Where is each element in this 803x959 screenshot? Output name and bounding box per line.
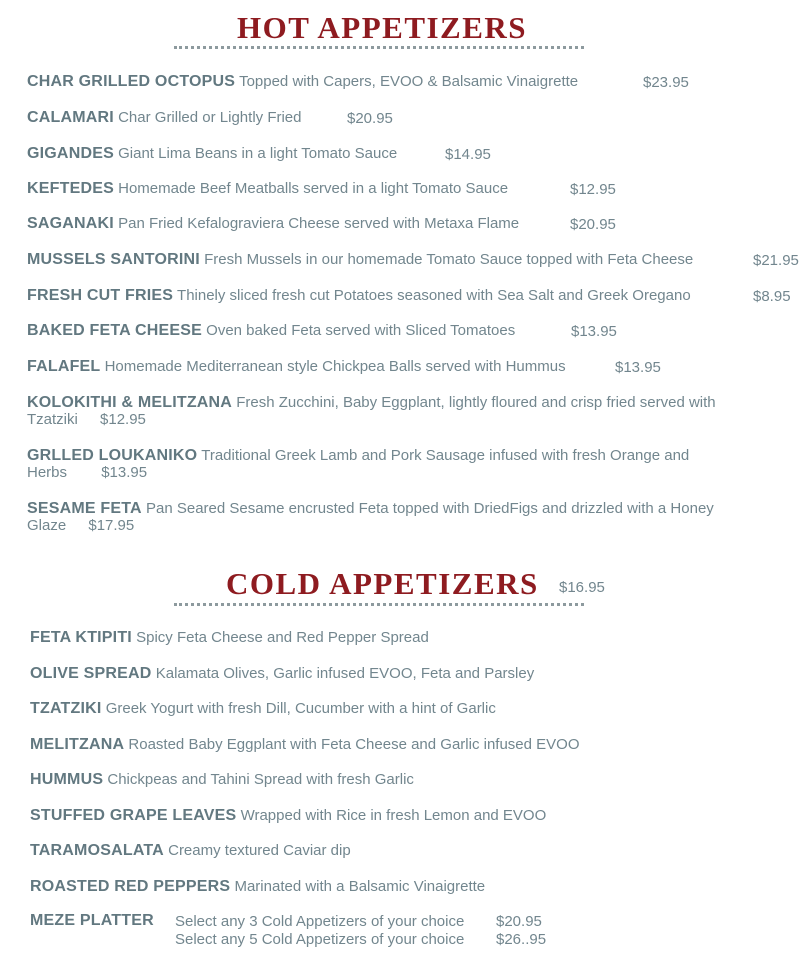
item-description: Chickpeas and Tahini Spread with fresh Garlic	[107, 771, 414, 788]
menu-item	[30, 700, 496, 717]
menu-item	[27, 180, 508, 197]
cold-appetizers-heading: COLD APPETIZERS	[226, 566, 539, 601]
item-price: $12.95	[570, 181, 616, 198]
menu-item	[30, 665, 534, 682]
item-description: Spicy Feta Cheese and Red Pepper Spread	[136, 629, 429, 646]
menu-item	[30, 842, 351, 859]
item-description: Fresh Zucchini, Baby Eggplant, lightly floured and crisp fried served with Tzatziki	[27, 394, 716, 428]
item-price: $13.95	[571, 323, 617, 340]
item-name: TARAMOSALATA	[30, 842, 164, 859]
menu-item	[27, 322, 515, 339]
item-price: $12.95	[100, 411, 146, 428]
item-description: Marinated with a Balsamic Vinaigrette	[234, 878, 486, 895]
item-name: CHAR GRILLED OCTOPUS	[27, 73, 236, 90]
menu-item	[30, 736, 580, 753]
item-price: $20.95	[570, 216, 616, 233]
menu-item	[27, 287, 691, 304]
item-description: Creamy textured Caviar dip	[168, 842, 351, 859]
item-price: $21.95	[753, 252, 799, 269]
item-name: FETA KTIPITI	[30, 629, 132, 646]
item-description: Roasted Baby Eggplant with Feta Cheese and Garlic infused EVOO	[128, 736, 580, 753]
item-name: MELITZANA	[30, 736, 125, 753]
menu-item	[30, 629, 429, 646]
item-description: Pan Seared Sesame encrusted Feta topped with DriedFigs and drizzled with a Honey Glaze	[27, 500, 714, 534]
menu-item	[27, 251, 693, 268]
item-price: $14.95	[445, 146, 491, 163]
menu-item	[27, 215, 519, 232]
item-description: Char Grilled or Lightly Fried	[118, 109, 302, 126]
cold-appetizers-price: $16.95	[559, 579, 605, 596]
meze-option-description: Select any 5 Cold Appetizers of your choice	[175, 931, 465, 948]
item-name: KEFTEDES	[27, 180, 114, 197]
item-name: GRLLED LOUKANIKO	[27, 447, 198, 464]
item-description: Oven baked Feta served with Sliced Tomatoes	[206, 322, 516, 339]
item-name: KOLOKITHI & MELITZANA	[27, 394, 233, 411]
hot-heading-divider	[174, 46, 584, 49]
item-price: $23.95	[643, 74, 689, 91]
item-name: CALAMARI	[27, 109, 114, 126]
meze-option-description: Select any 3 Cold Appetizers of your choice	[175, 913, 465, 930]
item-name: HUMMUS	[30, 771, 104, 788]
menu-item	[30, 878, 485, 895]
item-price: $13.95	[101, 464, 148, 481]
menu-item	[27, 109, 302, 126]
item-description: Greek Yogurt with fresh Dill, Cucumber with a hint of Garlic	[105, 700, 496, 717]
item-name: TZATZIKI	[30, 700, 102, 717]
item-description: Topped with Capers, EVOO & Balsamic Vinaigrette	[239, 73, 579, 90]
item-price: $8.95	[753, 288, 791, 305]
menu-item	[30, 807, 546, 824]
item-name: ROASTED RED PEPPERS	[30, 878, 231, 895]
item-name: MEZE PLATTER	[30, 912, 154, 929]
item-description: Wrapped with Rice in fresh Lemon and EVOO	[240, 807, 547, 824]
item-name: FALAFEL	[27, 358, 101, 375]
item-name: OLIVE SPREAD	[30, 665, 152, 682]
item-name: GIGANDES	[27, 145, 114, 162]
item-description: Homemade Beef Meatballs served in a light Tomato Sauce	[118, 180, 509, 197]
item-description: Giant Lima Beans in a light Tomato Sauce	[118, 145, 398, 162]
menu-item	[27, 73, 578, 90]
item-description: Homemade Mediterranean style Chickpea Balls served with Hummus	[104, 358, 566, 375]
item-price: $13.95	[615, 359, 661, 376]
item-name: BAKED FETA CHEESE	[27, 322, 202, 339]
menu-item	[30, 771, 414, 788]
meze-option-price: $26..95	[496, 931, 547, 948]
meze-option	[175, 931, 464, 948]
item-description: Traditional Greek Lamb and Pork Sausage infused with fresh Orange and Herbs	[27, 447, 690, 481]
item-description: Kalamata Olives, Garlic infused EVOO, Feta and Parsley	[155, 665, 535, 682]
item-name: MUSSELS SANTORINI	[27, 251, 200, 268]
meze-option	[175, 913, 464, 930]
menu-item	[27, 394, 747, 428]
hot-appetizers-heading: HOT APPETIZERS	[237, 10, 528, 45]
item-description: Thinely sliced fresh cut Potatoes seasoned with Sea Salt and Greek Oregano	[177, 287, 691, 304]
menu-item	[27, 447, 717, 481]
item-name: STUFFED GRAPE LEAVES	[30, 807, 237, 824]
item-description: Fresh Mussels in our homemade Tomato Sauce topped with Feta Cheese	[204, 251, 694, 268]
menu-item	[27, 358, 566, 375]
item-name: SAGANAKI	[27, 215, 114, 232]
meze-option-price: $20.95	[496, 913, 542, 930]
menu-item	[27, 145, 397, 162]
item-name: FRESH CUT FRIES	[27, 287, 174, 304]
item-name: SESAME FETA	[27, 500, 142, 517]
item-description: Pan Fried Kefalograviera Cheese served with Metaxa Flame	[118, 215, 520, 232]
item-price: $20.95	[347, 110, 393, 127]
cold-heading-divider	[174, 603, 584, 606]
meze-platter-name	[30, 912, 154, 929]
item-price: $17.95	[88, 517, 135, 534]
menu-item	[27, 500, 717, 534]
